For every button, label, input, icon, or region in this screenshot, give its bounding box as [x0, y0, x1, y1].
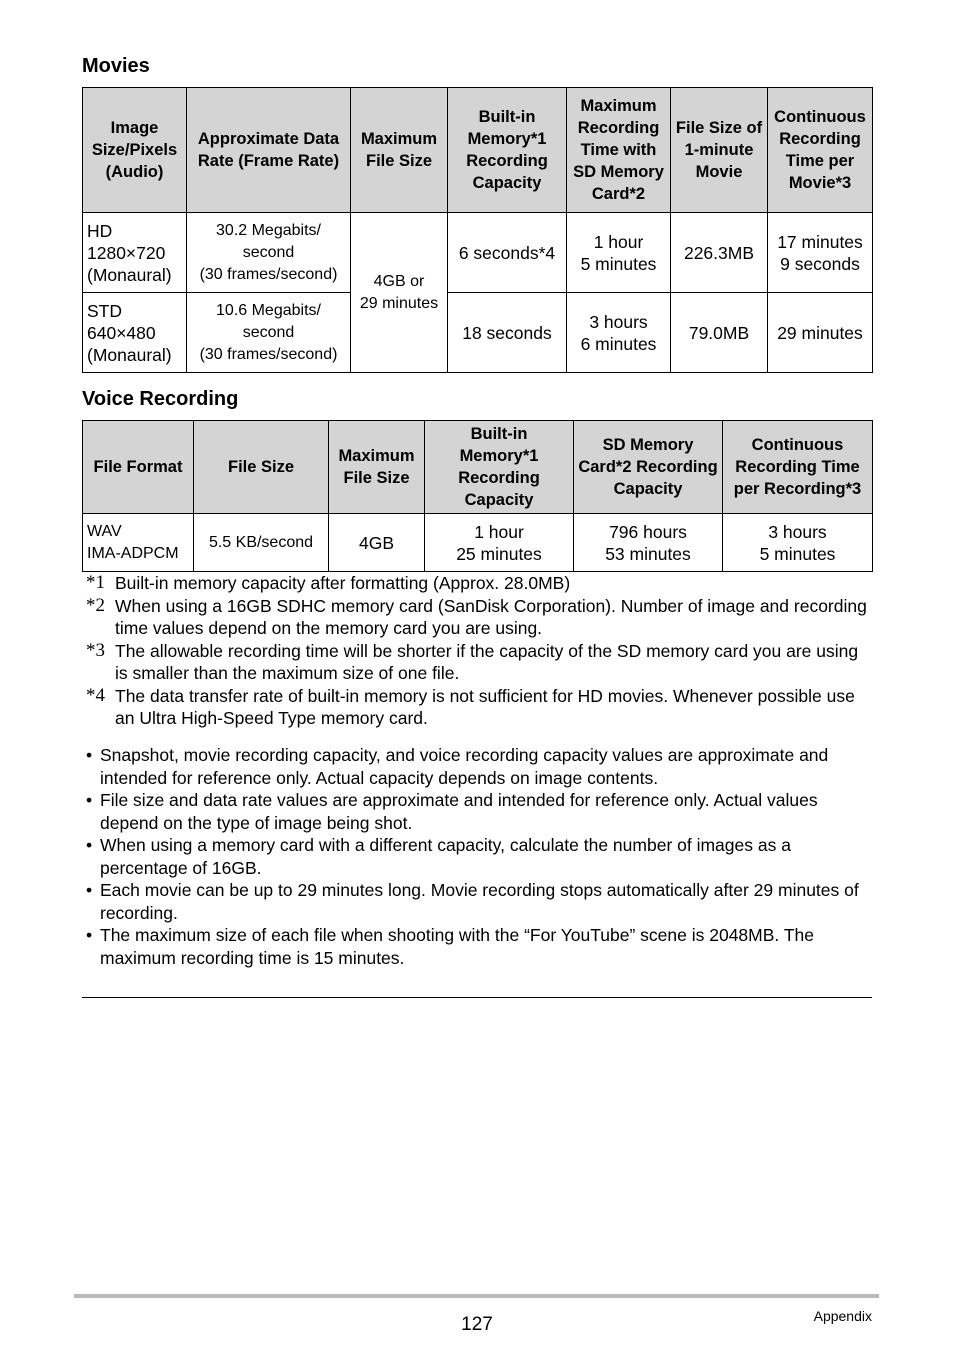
file-size-cell: 5.5 KB/second — [194, 514, 329, 572]
voice-header-row — [83, 421, 873, 514]
footnote — [82, 685, 872, 730]
continuous-time-cell: 17 minutes 9 seconds — [768, 213, 873, 293]
movies-header-cell: Maximum File Size — [351, 88, 448, 213]
table-row — [83, 514, 873, 572]
table-row — [83, 213, 873, 293]
list-item-text: The maximum size of each file when shooting with the “For YouTube” scene is 2048MB. The maximum recording time is 15 minutes. — [100, 925, 814, 968]
voice-header-cell: Built-in Memory*1 Recording Capacity — [425, 421, 574, 514]
image-size-cell: HD 1280×720 (Monaural) — [83, 213, 187, 293]
movies-header-cell: File Size of 1-minute Movie — [671, 88, 768, 213]
builtin-capacity-cell: 18 seconds — [448, 293, 567, 373]
max-file-size-cell: 4GB — [329, 514, 425, 572]
continuous-time-cell: 29 minutes — [768, 293, 873, 373]
bullet-icon: • — [86, 835, 93, 855]
bullet-icon: • — [86, 790, 93, 810]
movies-header-cell: Approximate Data Rate (Frame Rate) — [187, 88, 351, 213]
list-item-text: File size and data rate values are approximate and intended for reference only. Actual values depend on the type of image being shot. — [100, 790, 818, 833]
voice-header-cell: Continuous Recording Time per Recording*3 — [723, 421, 873, 514]
footnotes — [82, 572, 872, 730]
bullet-icon: • — [86, 925, 93, 945]
bullet-icon: • — [86, 880, 93, 900]
footnote-mark: *1 — [86, 572, 105, 593]
file-size-cell: 79.0MB — [671, 293, 768, 373]
movies-header-cell: Maximum Recording Time with SD Memory Card*2 — [567, 88, 671, 213]
list-item — [82, 789, 872, 834]
section-label: Appendix — [813, 1308, 872, 1324]
movies-table — [82, 87, 873, 373]
list-item — [82, 744, 872, 789]
list-item-text: Each movie can be up to 29 minutes long. Movie recording stops automatically after 29 minutes of recording. — [100, 880, 859, 923]
list-item — [82, 834, 872, 879]
footnote-text: Built-in memory capacity after formatting (Approx. 28.0MB) — [115, 573, 571, 593]
footnote-mark: *3 — [86, 639, 105, 661]
builtin-capacity-cell: 6 seconds*4 — [448, 213, 567, 293]
image-size-cell: STD 640×480 (Monaural) — [83, 293, 187, 373]
voice-header-cell: File Size — [194, 421, 329, 514]
voice-table — [82, 420, 873, 572]
voice-header-cell: Maximum File Size — [329, 421, 425, 514]
max-file-size-cell: 4GB or 29 minutes — [351, 213, 448, 373]
data-rate-cell: 10.6 Megabits/ second (30 frames/second) — [187, 293, 351, 373]
file-format-cell: WAV IMA-ADPCM — [83, 514, 194, 572]
footnote-text: The data transfer rate of built-in memory is not sufficient for HD movies. Whenever possible use an Ultra High-Speed Type memory card. — [115, 685, 855, 728]
sd-capacity-cell: 1 hour 5 minutes — [567, 213, 671, 293]
movies-header-cell: Built-in Memory*1 Recording Capacity — [448, 88, 567, 213]
continuous-time-cell: 3 hours 5 minutes — [723, 514, 873, 572]
list-item-text: Snapshot, movie recording capacity, and voice recording capacity values are approximate and intended for reference only. Actual capacity depends on image contents. — [100, 745, 829, 788]
bullet-icon: • — [86, 745, 93, 765]
footnote-text: The allowable recording time will be shorter if the capacity of the SD memory card you are using is smaller than the maximum size of one file. — [115, 640, 859, 683]
movies-header-cell: Image Size/Pixels (Audio) — [83, 88, 187, 213]
voice-header-cell: File Format — [83, 421, 194, 514]
movies-header-cell: Continuous Recording Time per Movie*3 — [768, 88, 873, 213]
voice-header-cell: SD Memory Card*2 Recording Capacity — [574, 421, 723, 514]
table-row — [83, 293, 873, 373]
list-item — [82, 924, 872, 969]
section-divider — [82, 997, 872, 998]
list-item-text: When using a memory card with a different capacity, calculate the number of images as a percentage of 16GB. — [100, 835, 791, 878]
footnote — [82, 595, 872, 640]
list-item — [82, 879, 872, 924]
sd-capacity-cell: 3 hours 6 minutes — [567, 293, 671, 373]
footnote — [82, 640, 872, 685]
footnote — [82, 572, 872, 595]
notes-list — [82, 744, 872, 969]
movies-heading: Movies — [82, 55, 150, 77]
file-size-cell: 226.3MB — [671, 213, 768, 293]
sd-capacity-cell: 796 hours 53 minutes — [574, 514, 723, 572]
page-number: 127 — [461, 1314, 493, 1335]
builtin-capacity-cell: 1 hour 25 minutes — [425, 514, 574, 572]
footnote-mark: *2 — [86, 594, 105, 616]
footer-divider — [74, 1294, 879, 1298]
voice-recording-heading: Voice Recording — [82, 388, 239, 410]
movies-header-row — [83, 88, 873, 213]
footnote-mark: *4 — [86, 684, 105, 706]
footnote-text: When using a 16GB SDHC memory card (SanDisk Corporation). Number of image and recording time values depend on the memory card you are using. — [115, 595, 867, 638]
data-rate-cell: 30.2 Megabits/ second (30 frames/second) — [187, 213, 351, 293]
